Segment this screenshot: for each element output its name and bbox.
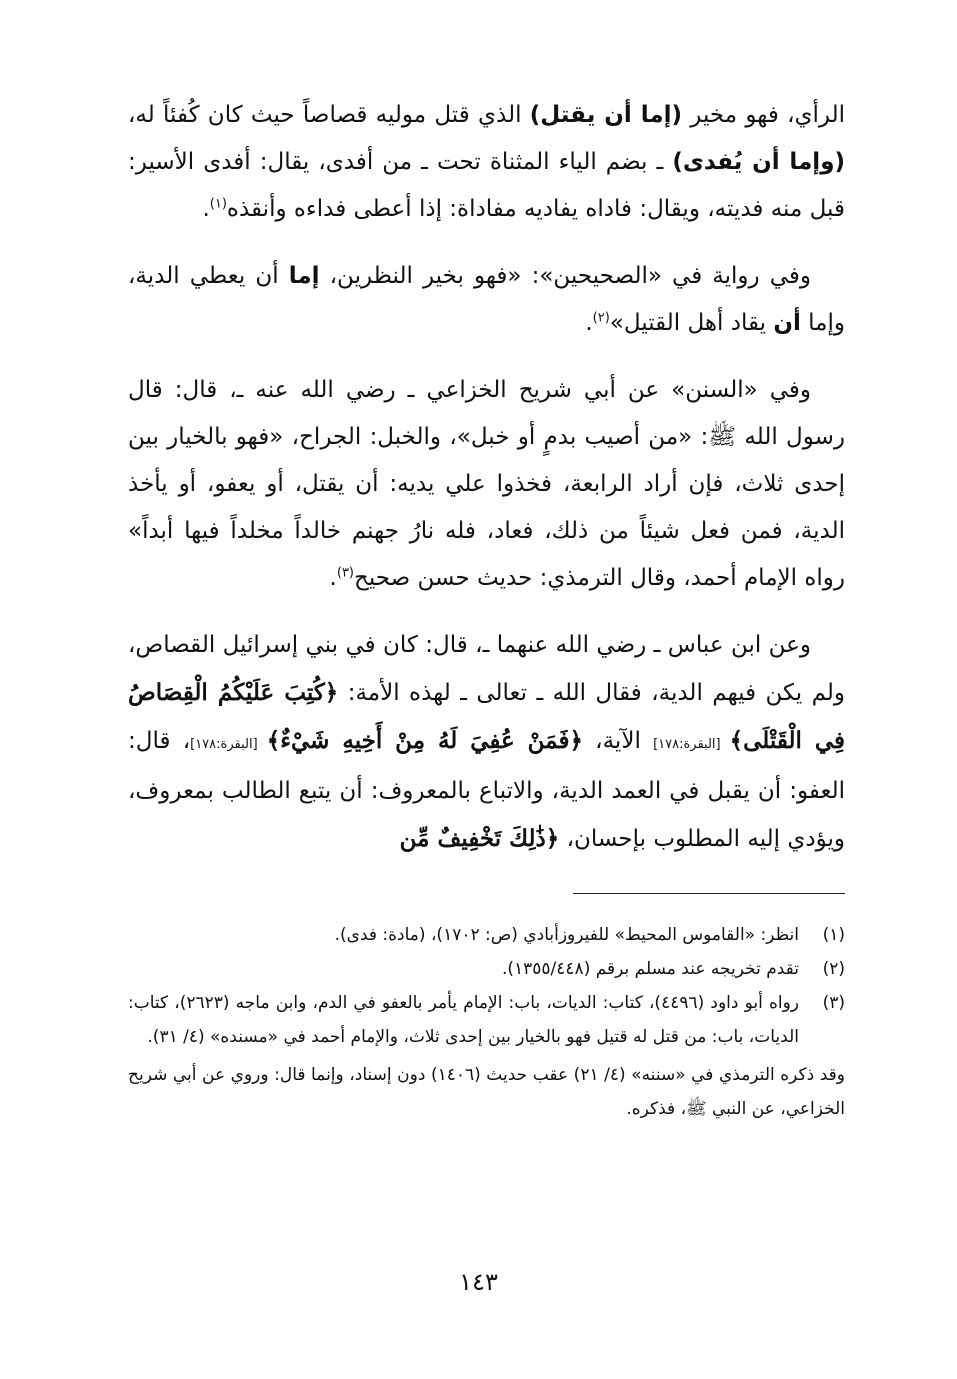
text-run: يقاد أهل القتيل» <box>609 310 774 336</box>
quran-verse: ﴿فَمَنْ عُفِيَ لَهُ مِنْ أَخِيهِ شَيْءٌ﴾ <box>266 727 583 754</box>
text-run: ، قال: العفو: أن يقبل في العمد الدية، والاتباع بالمعروف: أن يتبع الطالب بمعروف، ويؤدي إليه المطلوب بإحسان، <box>128 728 845 852</box>
verse-reference: [البقرة:١٧٨] <box>190 737 267 752</box>
text-run: . <box>202 196 210 222</box>
paragraph-2 <box>128 253 845 347</box>
footnote-number: (١) <box>822 925 845 945</box>
quran-verse: ﴿ذَٰلِكَ تَخْفِيفٌ مِّن <box>399 825 560 852</box>
text-run: وفي رواية في «الصحيحين»: «فهو بخير النظرين، <box>319 263 812 289</box>
hadith-phrase-bold: (وإما أن يُفدى) <box>672 149 846 175</box>
footnote-3 <box>128 986 845 1054</box>
bold-word: أن <box>773 310 801 336</box>
text-run: ـ بضم الياء المثناة تحت ـ من أفدى، يقال: أفدى الأسير: قبل منه فديته، ويقال: فاداه يفاديه مفاداة: إذا أعطى فداءه وأنقذه <box>128 149 845 222</box>
page-number: ١٤٣ <box>459 1268 498 1296</box>
hadith-phrase-bold: (إما أن يقتل) <box>529 102 683 128</box>
footnote-text: تقدم تخريجه عند مسلم برقم (١٣٥٥/٤٤٨). <box>501 959 799 979</box>
main-text <box>128 92 845 863</box>
text-run: وعن ابن عباس ـ رضي الله عنهما ـ، قال: كان في بني إسرائيل القصاص، ولم يكن فيهم الدية، فقال الله ـ تعالى ـ لهذه الأمة: <box>128 632 845 706</box>
paragraph-3 <box>128 367 845 602</box>
text-run: الآية، <box>582 728 654 754</box>
footnote-2 <box>128 952 845 986</box>
text-run: الذي قتل موليه قصاصاً حيث كان كُفئاً له، <box>128 102 530 128</box>
text-run: وفي «السنن» عن أبي شريح الخزاعي ـ رضي الله عنه ـ، قال: قال رسول الله ﷺ: «من أصيب بدمٍ أو خبل»، والخبل: الجراح، «فهو بالخيار بين إحدى ثلاث، فإن أراد الرابعة، فخذوا علي يديه: أن يقتل، أو يعفو، أو يأخذ الدية، فمن فعل شيئاً من ذلك، فعاد، فله نارُ جهنم خالداً مخلداً فيها أبداً» رواه الإمام أحمد، وقال الترمذي: حديث حسن صحيح <box>128 377 845 591</box>
footnote-ref-2[interactable]: (٢) <box>592 310 610 326</box>
footnotes <box>128 918 845 1126</box>
paragraph-4 <box>128 622 845 863</box>
footnote-number: (٢) <box>822 959 845 979</box>
footnote-separator <box>573 893 845 894</box>
text-run: الرأي، فهو مخير <box>682 102 845 128</box>
text-run: . <box>329 565 337 591</box>
footnote-ref-3[interactable]: (٣) <box>336 565 354 581</box>
footnote-number: (٣) <box>822 993 845 1013</box>
quran-verse: ﴿كُتِبَ عَلَيْكُمُ الْقِصَاصُ فِي الْقَتْلَى﴾ <box>128 679 845 754</box>
footnote-3-continuation: وقد ذكره الترمذي في «سننه» (٤/ ٢١) عقب حديث (١٤٠٦) دون إسناد، وإنما قال: وروي عن أبي شريح الخزاعي، عن النبي ﷺ، فذكره. <box>128 1065 846 1119</box>
paragraph-1 <box>128 92 845 233</box>
text-run: أن يعطي الدية، وإما <box>128 263 845 336</box>
text-run: . <box>585 310 593 336</box>
bold-word: إما <box>288 263 320 289</box>
verse-reference: [البقرة:١٧٨] <box>653 737 730 752</box>
footnote-1 <box>128 918 845 952</box>
footnote-text: رواه أبو داود (٤٤٩٦)، كتاب: الديات، باب: الإمام يأمر بالعفو في الدم، وابن ماجه (٢٦٢٣)، كتاب: الديات، باب: من قتل له قتيل فهو بالخيار بين إحدى ثلاث، والإمام أحمد في «مسنده» (٤/ ٣١). <box>128 993 799 1047</box>
footnote-ref-1[interactable]: (١) <box>209 196 227 212</box>
footnote-text: انظر: «القاموس المحيط» للفيروزأبادي (ص: ١٧٠٢)، (مادة: فدى). <box>334 925 799 945</box>
